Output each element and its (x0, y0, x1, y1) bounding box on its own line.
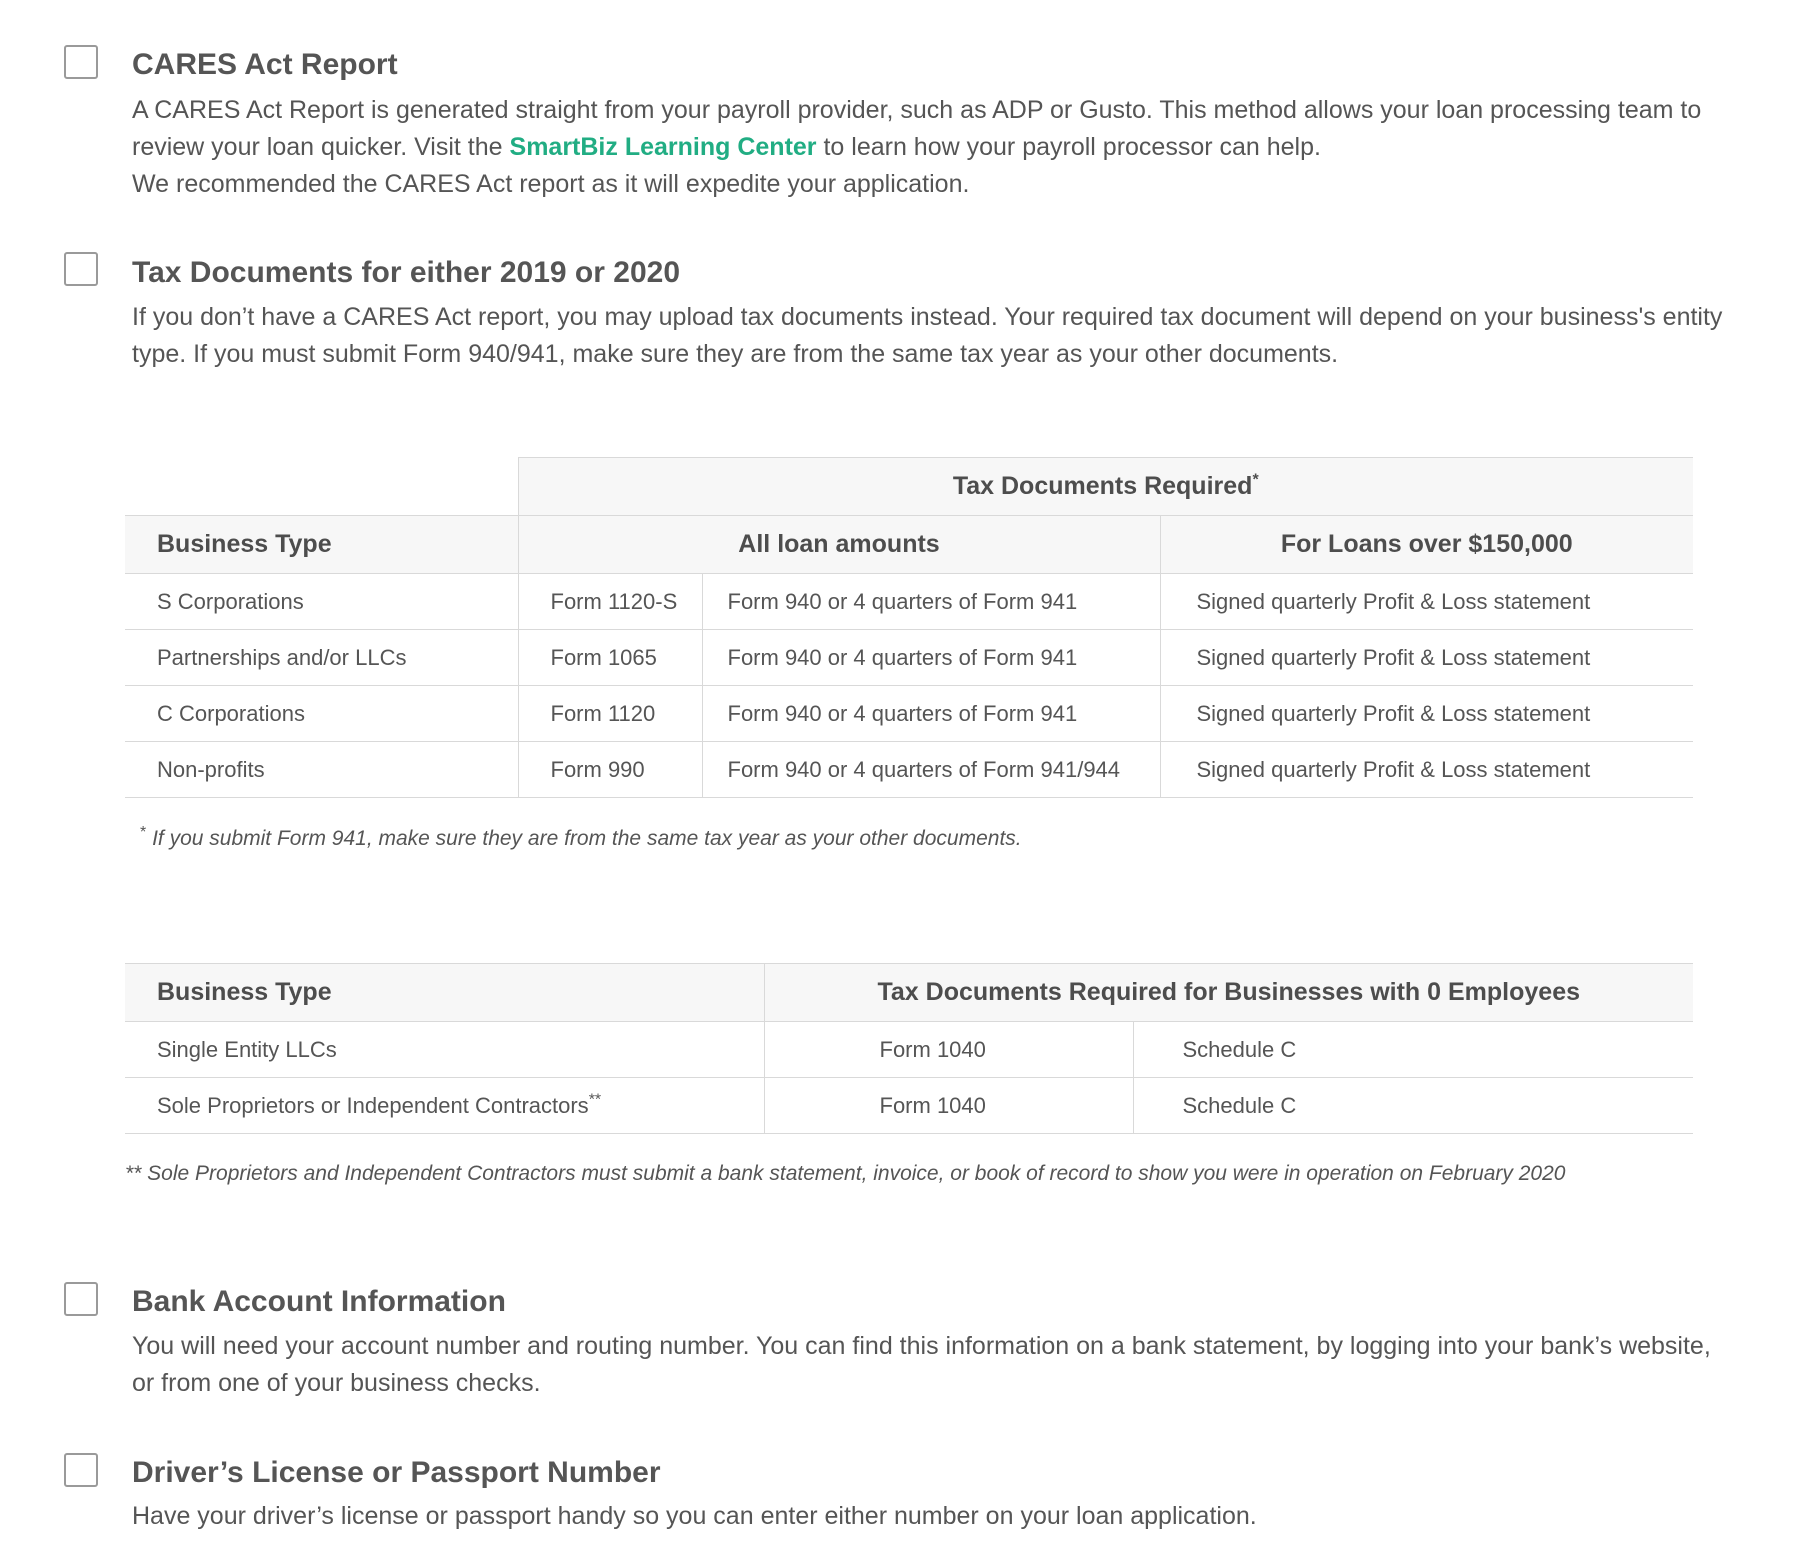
table1-footnote-text: If you submit Form 941, make sure they are from the same tax year as your other documents. (152, 827, 1022, 850)
cares-act-desc-text-2: to learn how your payroll processor can help. (816, 133, 1321, 161)
drivers-license-description: Have your driver’s license or passport handy so you can enter either number on your loan application. (132, 1502, 1257, 1530)
drivers-license-title: Driver’s License or Passport Number (132, 1456, 661, 1489)
form-cell: Form 1065 (518, 630, 702, 686)
payroll-form-cell: Form 940 or 4 quarters of Form 941 (702, 574, 1160, 630)
form-cell: Form 1040 (764, 1022, 1133, 1078)
business-type-cell: C Corporations (157, 700, 305, 726)
business-type-header: Business Type (125, 516, 518, 574)
bank-account-checkbox[interactable] (64, 1282, 98, 1316)
pl-statement-cell: Signed quarterly Profit & Loss statement (1160, 686, 1693, 742)
table2-footnote: ** Sole Proprietors and Independent Contractors must submit a bank statement, invoice, or book of record to show you were in operation on February 2020 (125, 1162, 1566, 1185)
asterisk-mark: * (1252, 471, 1259, 489)
payroll-form-cell: Form 940 or 4 quarters of Form 941/944 (702, 742, 1160, 798)
schedule-cell: Schedule C (1133, 1022, 1693, 1078)
pl-statement-cell: Signed quarterly Profit & Loss statement (1160, 630, 1693, 686)
cares-act-desc-text: A CARES Act Report is generated straight from your payroll provider, such as ADP or Gusto. This method allows your loan processing team to review your loan quicker. Visit the (132, 96, 1702, 161)
form-cell: Form 1120 (518, 686, 702, 742)
tax-documents-description: If you don’t have a CARES Act report, you may upload tax documents instead. Your required tax document will depend on your business's entity type. If you must submit Form 940/941, make sure they are from the same tax year as your other documents. (132, 303, 1723, 368)
table-corner (125, 458, 518, 516)
footnote-mark: ** (588, 1091, 602, 1109)
table-row (125, 630, 1693, 686)
table-row (125, 1022, 1693, 1078)
business-type-cell (125, 1022, 764, 1078)
table-row (125, 1078, 1693, 1134)
schedule-cell: Schedule C (1133, 1078, 1693, 1134)
table1-footnote (140, 824, 1022, 851)
tax-docs-group-header (518, 458, 1693, 516)
business-type-cell: Non-profits (157, 756, 265, 782)
business-type-cell: Partnerships and/or LLCs (157, 644, 407, 670)
tax-documents-table (125, 457, 1693, 798)
payroll-form-cell: Form 940 or 4 quarters of Form 941 (702, 630, 1160, 686)
business-type-cell: S Corporations (157, 588, 304, 614)
tax-docs-group-header-label: Tax Documents Required (952, 472, 1253, 500)
business-type-header: Business Type (125, 964, 764, 1022)
cares-act-checkbox[interactable] (64, 45, 98, 79)
all-loan-amounts-header: All loan amounts (518, 516, 1160, 574)
form-cell: Form 990 (518, 742, 702, 798)
learning-center-link[interactable]: SmartBiz Learning Center (509, 133, 817, 161)
loans-over-header: For Loans over $150,000 (1160, 516, 1693, 574)
table-row (125, 574, 1693, 630)
bank-account-title: Bank Account Information (132, 1285, 506, 1318)
pl-statement-cell: Signed quarterly Profit & Loss statement (1160, 574, 1693, 630)
form-cell: Form 1120-S (518, 574, 702, 630)
zero-employee-docs-header: Tax Documents Required for Businesses with 0 Employees (764, 964, 1693, 1022)
tax-documents-title: Tax Documents for either 2019 or 2020 (132, 256, 680, 289)
business-type-cell (125, 1078, 764, 1134)
pl-statement-cell: Signed quarterly Profit & Loss statement (1160, 742, 1693, 798)
business-type-label: Sole Proprietors or Independent Contractors (157, 1092, 589, 1118)
drivers-license-checkbox[interactable] (64, 1453, 98, 1487)
business-type-label: Single Entity LLCs (157, 1036, 337, 1062)
table-row (125, 742, 1693, 798)
form-cell: Form 1040 (764, 1078, 1133, 1134)
cares-act-title: CARES Act Report (132, 48, 398, 81)
footnote-asterisk: * (140, 824, 147, 841)
tax-documents-checkbox[interactable] (64, 252, 98, 286)
table-row (125, 686, 1693, 742)
cares-act-description (132, 92, 1712, 203)
cares-act-recommendation: We recommended the CARES Act report as it will expedite your application. (132, 170, 970, 198)
payroll-form-cell: Form 940 or 4 quarters of Form 941 (702, 686, 1160, 742)
bank-account-description: You will need your account number and routing number. You can find this information on a bank statement, by logging into your bank’s website, or from one of your business checks. (132, 1332, 1711, 1397)
zero-employee-table (125, 963, 1693, 1134)
